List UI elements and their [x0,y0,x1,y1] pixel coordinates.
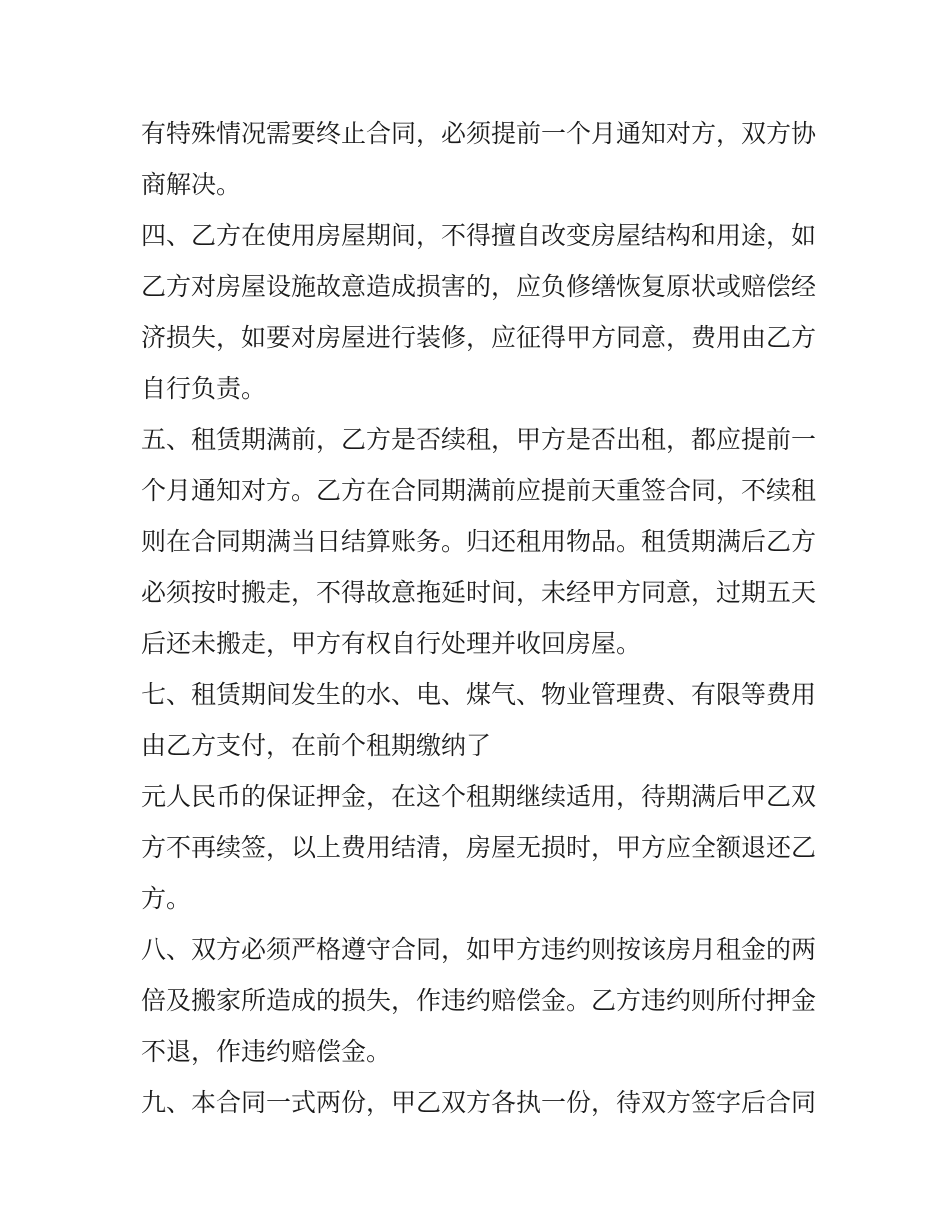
text-line: 后还未搬走，甲方有权自行处理并收回房屋。 [141,629,642,658]
text-line: 方。 [141,884,192,913]
text-line: 由乙方支付，在前个租期缴纳了 [141,731,492,760]
text-line: 不退，作违约赔偿金。 [141,1037,392,1066]
contract-body-text [141,108,815,1128]
text-line: 方不再续签，以上费用结清，房屋无损时，甲方应全额退还乙 [141,833,817,862]
text-line: 商解决。 [141,170,242,199]
text-line: 济损失，如要对房屋进行装修，应征得甲方同意，费用由乙方 [141,323,817,352]
text-line: 乙方对房屋设施故意造成损害的，应负修缮恢复原状或赔偿经 [141,272,817,301]
text-line: 五、租赁期满前，乙方是否续租，甲方是否出租，都应提前一 [141,425,817,454]
text-line: 有特殊情况需要终止合同，必须提前一个月通知对方，双方协 [141,119,817,148]
text-line: 元人民币的保证押金，在这个租期继续适用，待期满后甲乙双 [141,782,817,811]
text-line: 必须按时搬走，不得故意拖延时间，未经甲方同意，过期五天 [141,578,817,607]
text-line: 九、本合同一式两份，甲乙双方各执一份，待双方签字后合同 [141,1088,817,1117]
text-line: 倍及搬家所造成的损失，作违约赔偿金。乙方违约则所付押金 [141,986,817,1015]
text-line: 八、双方必须严格遵守合同，如甲方违约则按该房月租金的两 [141,935,817,964]
text-line: 七、租赁期间发生的水、电、煤气、物业管理费、有限等费用 [141,680,817,709]
text-line: 个月通知对方。乙方在合同期满前应提前天重签合同，不续租 [141,476,817,505]
text-line: 四、乙方在使用房屋期间，不得擅自改变房屋结构和用途，如 [141,221,817,250]
text-line: 自行负责。 [141,374,267,403]
text-line: 则在合同期满当日结算账务。归还租用物品。租赁期满后乙方 [141,527,817,556]
